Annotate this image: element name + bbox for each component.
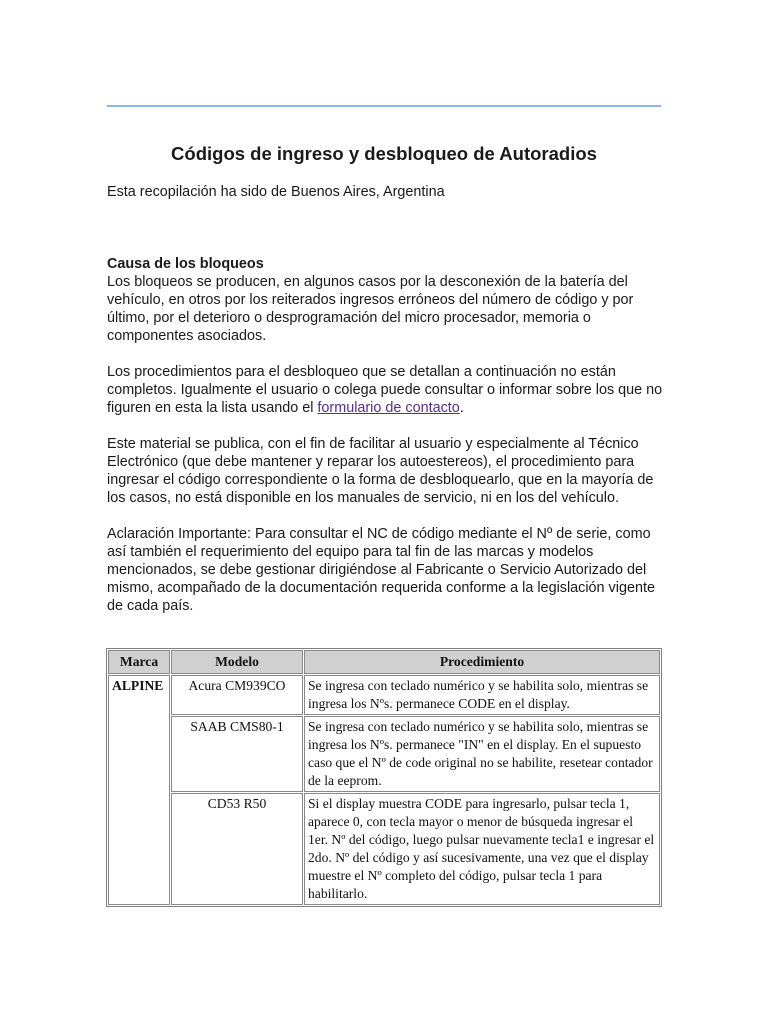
contact-form-link[interactable]: formulario de contacto (317, 400, 460, 416)
procedimientos-text-end: . (459, 400, 464, 416)
modelo-cell: CD53 R50 (171, 793, 303, 905)
table-row (108, 675, 660, 715)
material-paragraph: Este material se publica, con el fin de facilitar al usuario y especialmente al Técnico Electrónico (que debe mantener y reparar los autoestereos), el procedimiento para ingresar el código correspondiente o la forma de desbloquearlo, que en la mayoría de los casos, no está disponible en los manuales de servicio, ni en los del vehículo. (107, 436, 654, 506)
horizontal-rule (107, 105, 661, 107)
procedimiento-cell: Se ingresa con teclado numérico y se habilita solo, mientras se ingresa los Nºs. permanece "IN" en el display. En el supuesto caso que el Nº de code original no se habilite, resetear contador de la eeprom. (304, 716, 660, 792)
codes-table (106, 648, 662, 907)
brand-cell: ALPINE (108, 675, 170, 905)
header-modelo: Modelo (171, 650, 303, 674)
body-content (107, 255, 667, 633)
procedimientos-paragraph (107, 363, 667, 417)
header-procedimiento: Procedimiento (304, 650, 660, 674)
procedimiento-cell: Se ingresa con teclado numérico y se habilita solo, mientras se ingresa los Nºs. permanece CODE en el display. (304, 675, 660, 715)
page-title: Códigos de ingreso y desbloqueo de Autoradios (171, 143, 597, 164)
causa-heading: Causa de los bloqueos (107, 256, 264, 272)
aclaracion-paragraph: Aclaración Importante: Para consultar el NC de código mediante el Nº de serie, como así también el requerimiento del equipo para tal fin de las marcas y modelos mencionados, se debe gestionar dirigiéndose al Fabricante o Servicio Autorizado del mismo, acompañado de la documentación requerida conforme a la legislación vigente de cada país. (107, 526, 655, 614)
table-row (108, 793, 660, 905)
procedimiento-cell: Si el display muestra CODE para ingresarlo, pulsar tecla 1, aparece 0, con tecla mayor o menor de búsqueda ingresar el 1er. Nº del código, luego pulsar nuevamente tecla1 e ingresar el 2do. Nº del código y así sucesivamente, una vez que el display muestre el Nº completo del código, pulsar tecla 1 para habilitarlo. (304, 793, 660, 905)
table-row (108, 716, 660, 792)
modelo-cell: Acura CM939CO (171, 675, 303, 715)
header-marca: Marca (108, 650, 170, 674)
causa-section (107, 255, 667, 345)
table-header-row (108, 650, 660, 674)
intro-text: Esta recopilación ha sido de Buenos Aires, Argentina (107, 184, 445, 200)
procedimientos-text: Los procedimientos para el desbloqueo que se detallan a continuación no están completos. Igualmente el usuario o colega puede consultar o informar sobre los que no figuren en esta la lista usando el (107, 364, 663, 416)
causa-paragraph: Los bloqueos se producen, en algunos casos por la desconexión de la batería del vehículo, en otros por los reiterados ingresos erróneos del número de código y por último, por el deterioro o desprogramación del micro procesador, memoria o componentes asociados. (107, 274, 634, 344)
modelo-cell: SAAB CMS80-1 (171, 716, 303, 792)
